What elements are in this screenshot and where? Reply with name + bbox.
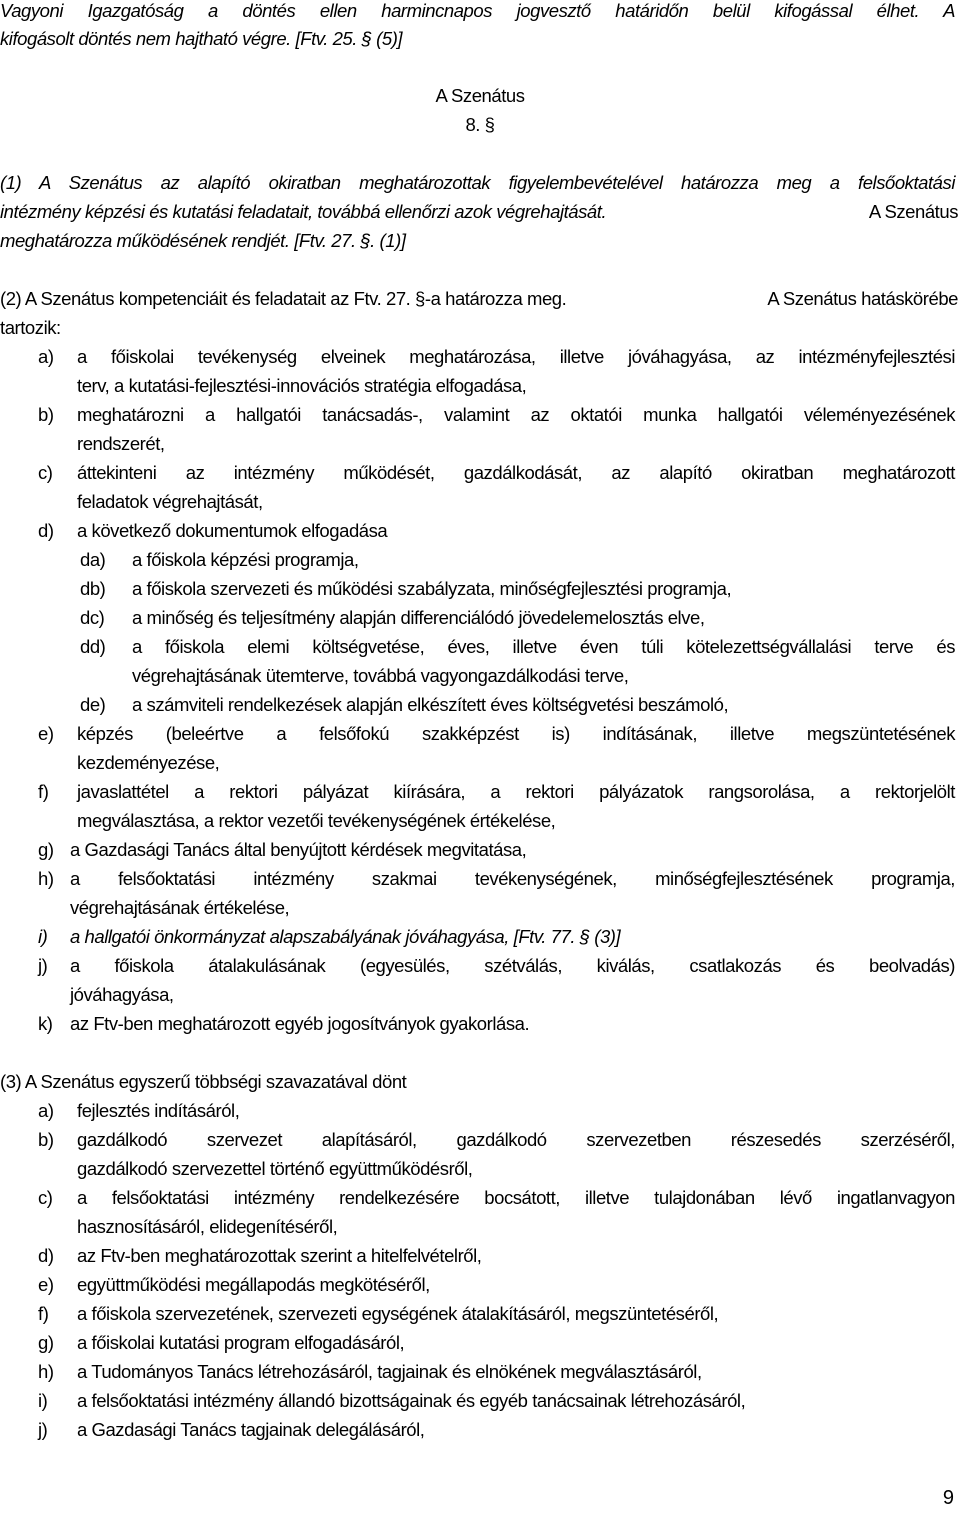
p2-subitem-dc-label: dc) [80, 607, 105, 628]
p2-item-k-line-1: az Ftv-ben meghatározott egyéb jogosítványok gyakorlása. [70, 1013, 530, 1034]
p3-item-h-label: h) [38, 1361, 54, 1382]
p2-item-g-label: g) [38, 839, 54, 860]
p1-line-3: meghatározza működésének rendjét. [Ftv. 27. §. (1)] [0, 230, 406, 251]
p3-item-e-line-1: együttműködési megállapodás megkötéséről, [77, 1274, 430, 1295]
p3-item-a-line-1: fejlesztés indításáról, [77, 1100, 240, 1121]
p3-item-e-label: e) [38, 1274, 54, 1295]
intro-line-1: Vagyoni Igazgatóság a döntés ellen harmincnapos jogvesztő határidőn belül kifogással élhet. A [0, 0, 955, 21]
p3-item-g-label: g) [38, 1332, 54, 1353]
p1-line-1: (1) A Szenátus az alapító okiratban meghatározottak figyelembevételével határozza meg a felsőoktatási [0, 172, 955, 193]
p2-item-g-line-1: a Gazdasági Tanács által benyújtott kérdések megvitatása, [70, 839, 527, 860]
p3-item-h-line-1: a Tudományos Tanács létrehozásáról, tagjainak és elnökének megválasztásáról, [77, 1361, 702, 1382]
p3-item-f-label: f) [38, 1303, 49, 1324]
p2-line-1b: A Szenátus hatáskörébe [767, 288, 958, 309]
p3-item-d-line-1: az Ftv-ben meghatározottak szerint a hitelfelvételről, [77, 1245, 482, 1266]
p3-item-i-label: i) [38, 1390, 48, 1411]
section-title: A Szenátus [435, 85, 525, 106]
p2-item-f-line-1: javaslattétel a rektori pályázat kiírására, a rektori pályázatok rangsorolása, a rektorjelölt [77, 781, 955, 802]
p2-item-h-line-2: végrehajtásának értékelése, [70, 897, 290, 918]
p2-item-j-line-1: a főiskola átalakulásának (egyesülés, szétválás, kiválás, csatlakozás és beolvadás) [70, 955, 955, 976]
p2-item-b-line-1: meghatározni a hallgatói tanácsadás-, valamint az oktatói munka hallgatói véleményezésének [77, 404, 955, 425]
p2-item-a-label: a) [38, 346, 54, 367]
p1-line-2a: intézmény képzési és kutatási feladatait, továbbá ellenőrzi azok végrehajtását. [0, 201, 607, 222]
p2-subitem-de-line-1: a számviteli rendelkezések alapján elkészített éves költségvetési beszámoló, [132, 694, 729, 715]
p2-item-c-line-1: áttekinteni az intézmény működését, gazdálkodását, az alapító okiratban meghatározott [77, 462, 955, 483]
p3-item-j-label: j) [38, 1419, 48, 1440]
p2-line-2: tartozik: [0, 317, 61, 338]
p2-item-b-label: b) [38, 404, 54, 425]
p2-subitem-db-line-1: a főiskola szervezeti és működési szabályzata, minőségfejlesztési programja, [132, 578, 732, 599]
p2-item-f-line-2: megválasztása, a rektor vezetői tevékenységének értékelése, [77, 810, 556, 831]
p3-item-j-line-1: a Gazdasági Tanács tagjainak delegálásáról, [77, 1419, 425, 1440]
p2-item-d-label: d) [38, 520, 54, 541]
p2-item-c-line-2: feladatok végrehajtását, [77, 491, 263, 512]
p2-item-b-line-2: rendszerét, [77, 433, 165, 454]
p2-item-i-line-1: a hallgatói önkormányzat alapszabályának jóváhagyása, [Ftv. 77. § (3)] [70, 926, 621, 947]
p1-line-2b: A Szenátus [868, 201, 958, 222]
p2-subitem-da-line-1: a főiskola képzési programja, [132, 549, 359, 570]
p2-item-e-label: e) [38, 723, 54, 744]
p2-item-e-line-1: képzés (beleértve a felsőfokú szakképzést is) indításának, illetve megszüntetésének [77, 723, 955, 744]
p2-item-e-line-2: kezdeményezése, [77, 752, 220, 773]
p2-item-c-label: c) [38, 462, 53, 483]
p2-subitem-da-label: da) [80, 549, 106, 570]
p3-item-i-line-1: a felsőoktatási intézmény állandó bizottságainak és egyéb tanácsainak létrehozásáról, [77, 1390, 746, 1411]
p3-item-a-label: a) [38, 1100, 54, 1121]
p2-subitem-dd-line-1: a főiskola elemi költségvetése, éves, illetve éven túli kötelezettségvállalási terve és [132, 636, 955, 657]
p2-subitem-db-label: db) [80, 578, 106, 599]
p2-item-j-label: j) [38, 955, 48, 976]
p3-item-b-line-1: gazdálkodó szervezet alapításáról, gazdálkodó szervezetben részesedés szerzéséről, [77, 1129, 955, 1150]
p3-item-c-line-2: hasznosításáról, elidegenítéséről, [77, 1216, 338, 1237]
p3-item-b-line-2: gazdálkodó szervezettel történő együttműködésről, [77, 1158, 473, 1179]
intro-line-2: kifogásolt döntés nem hajtható végre. [Ftv. 25. § (5)] [0, 28, 403, 49]
p3-item-g-line-1: a főiskolai kutatási program elfogadásáról, [77, 1332, 405, 1353]
page-number: 9 [942, 1487, 954, 1509]
p2-item-h-label: h) [38, 868, 54, 889]
p2-item-j-line-2: jóváhagyása, [70, 984, 174, 1005]
p2-item-d-line-1: a következő dokumentumok elfogadása [77, 520, 388, 541]
p2-subitem-dd-line-2: végrehajtásának ütemterve, továbbá vagyongazdálkodási terve, [132, 665, 629, 686]
p2-item-a-line-2: terv, a kutatási-fejlesztési-innovációs stratégia elfogadása, [77, 375, 527, 396]
p2-item-i-label: i) [38, 926, 48, 947]
p2-subitem-dd-label: dd) [80, 636, 106, 657]
p3-item-d-label: d) [38, 1245, 54, 1266]
p2-line-1a: (2) A Szenátus kompetenciáit és feladatait az Ftv. 27. §-a határozza meg. [0, 288, 567, 309]
p3-heading: (3) A Szenátus egyszerű többségi szavazatával dönt [0, 1071, 407, 1092]
p2-item-f-label: f) [38, 781, 49, 802]
p3-item-b-label: b) [38, 1129, 54, 1150]
p3-item-c-label: c) [38, 1187, 53, 1208]
p2-subitem-de-label: de) [80, 694, 106, 715]
p2-item-a-line-1: a főiskolai tevékenység elveinek meghatározása, illetve jóváhagyása, az intézményfejlesztési [77, 346, 955, 367]
p2-item-k-label: k) [38, 1013, 53, 1034]
p3-item-f-line-1: a főiskola szervezetének, szervezeti egységének átalakításáról, megszüntetéséről, [77, 1303, 719, 1324]
p2-subitem-dc-line-1: a minőség és teljesítmény alapján differenciálódó jövedelemelosztás elve, [132, 607, 705, 628]
p3-item-c-line-1: a felsőoktatási intézmény rendelkezésére bocsátott, illetve tulajdonában lévő ingatlanvagyon [77, 1187, 955, 1208]
section-number: 8. § [465, 114, 495, 135]
p2-item-h-line-1: a felsőoktatási intézmény szakmai tevékenységének, minőségfejlesztésének programja, [70, 868, 955, 889]
